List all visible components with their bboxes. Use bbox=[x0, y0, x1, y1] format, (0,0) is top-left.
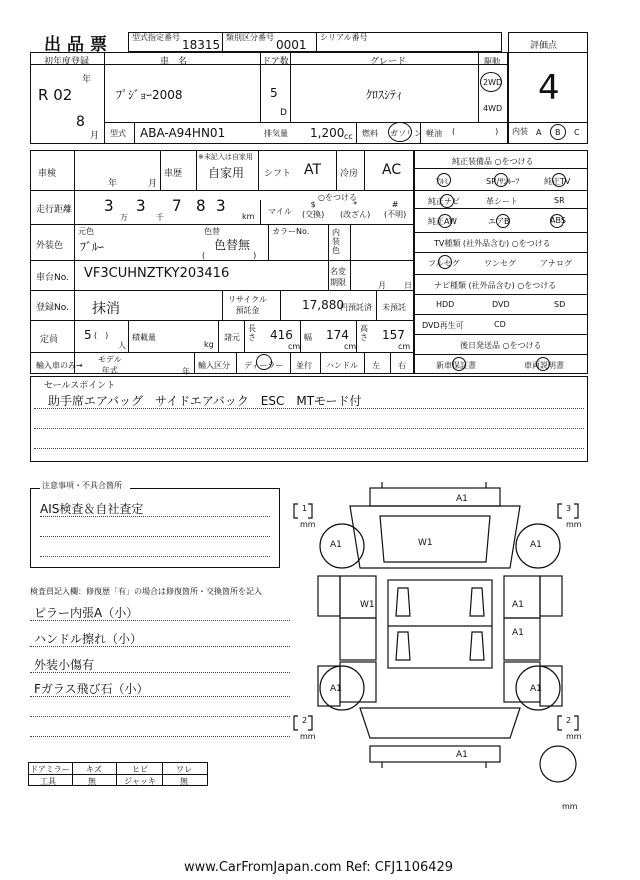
navi-dvd-play: DVD再生可 bbox=[422, 321, 464, 330]
cc-unit: cc bbox=[344, 132, 353, 141]
import-dealer: ディーラー bbox=[244, 361, 284, 370]
inspection-year: 年 bbox=[108, 179, 118, 189]
registration-value: 抹消 bbox=[92, 301, 120, 317]
load-kg: kg bbox=[204, 340, 214, 349]
width-cm: cm bbox=[344, 342, 357, 351]
usage-label: 車歴 bbox=[164, 169, 183, 179]
mileage-unknown: # (不明) bbox=[384, 200, 407, 219]
length-label: 長さ bbox=[248, 324, 256, 342]
navi-sd: SD bbox=[554, 300, 566, 309]
inspector-note-4: Fガラス飛び石（小） bbox=[34, 682, 149, 696]
tire-marker-fl: 1 bbox=[302, 504, 308, 513]
mileage-label: 走行距離 bbox=[36, 205, 73, 215]
year-unit: 年 bbox=[82, 75, 92, 85]
tire-mm-fr: mm bbox=[566, 520, 582, 529]
equip-leather: 革シート bbox=[486, 197, 518, 206]
current-color-label: 色替 bbox=[204, 227, 220, 236]
tire-mm-rr: mm bbox=[566, 732, 582, 741]
chassis-value: VF3CUHNZTKY203416 bbox=[84, 266, 230, 281]
notes-label: 注意事項・不具合箇所 bbox=[42, 481, 122, 490]
model-year-label: モデル 年式 bbox=[98, 355, 122, 375]
equip-sunroof: SR/ｻﾝﾙｰﾌ bbox=[486, 177, 520, 186]
equip-title: 純正装備品 ○をつける bbox=[452, 157, 534, 166]
recycle-deposited: 円預託済 bbox=[340, 303, 372, 312]
displacement-value: 1,200 bbox=[310, 126, 345, 140]
notes-text: AIS検査＆自社査定 bbox=[40, 502, 144, 516]
doors-suffix: D bbox=[280, 108, 287, 118]
tv-fullseg-circle bbox=[438, 255, 452, 269]
docs-manual-circle bbox=[536, 357, 550, 371]
drive-2wd: 2WD bbox=[483, 78, 503, 87]
equip-alumi: ｱﾙﾐ bbox=[436, 177, 448, 186]
mileage-digit-3: 7 bbox=[172, 196, 182, 215]
mileage-km: km bbox=[242, 212, 255, 221]
car-damage-diagram bbox=[290, 476, 590, 816]
car-name-label: 車 名 bbox=[160, 57, 188, 67]
mark-rear-bumper: A1 bbox=[456, 750, 468, 760]
month-unit: 月 bbox=[90, 131, 100, 141]
width-value: 174 bbox=[326, 328, 349, 342]
model-year-unit: 年 bbox=[182, 367, 190, 376]
load-label: 積載量 bbox=[132, 333, 156, 342]
fuel-gas: ガソリン bbox=[390, 129, 422, 138]
interior-color-label: 内装色 bbox=[332, 228, 340, 255]
height-value: 157 bbox=[382, 328, 405, 342]
equip-aw: 純正AW bbox=[428, 217, 457, 226]
tv-fullseg: フルセグ bbox=[428, 259, 460, 268]
legend-header-3: ヒビ bbox=[132, 765, 148, 774]
legend-header-1: ドアミラー bbox=[30, 765, 70, 774]
mark-fl-wheel: A1 bbox=[330, 540, 342, 550]
color-label: 外装色 bbox=[36, 241, 64, 251]
docs-warranty: 新車保証書 bbox=[436, 361, 476, 370]
tire-marker-rr: 2 bbox=[566, 716, 572, 725]
mileage-tamper: * (改ざん) bbox=[340, 200, 371, 219]
interior-grade-b-circle bbox=[550, 124, 566, 140]
recycle-amount: 17,880 bbox=[302, 298, 344, 312]
mileage-digit-2: 3 bbox=[136, 196, 146, 215]
current-color: 色替無 bbox=[214, 238, 251, 252]
ac-value: AC bbox=[382, 162, 402, 178]
mark-front-glass: W1 bbox=[418, 538, 433, 548]
tv-analog: アナログ bbox=[540, 259, 572, 268]
doors-label: ドア数 bbox=[262, 57, 289, 67]
inspection-label: 車検 bbox=[38, 169, 57, 179]
original-color-label: 元色 bbox=[78, 227, 94, 236]
sales-point-label: セールスポイント bbox=[44, 381, 116, 391]
color-paren: ( ) bbox=[202, 251, 257, 260]
color-no-label: カラーNo. bbox=[272, 227, 310, 236]
recycle-label: リサイクル 預託金 bbox=[228, 295, 267, 315]
equip-tv: 純正TV bbox=[544, 177, 571, 186]
equip-sunroof-circle bbox=[494, 173, 508, 187]
name-change-label: 名変 期限 bbox=[330, 267, 346, 287]
legend-value-1: 工具 bbox=[40, 777, 56, 786]
drive-label: 駆動 bbox=[484, 57, 500, 66]
docs-manual: 車両説明書 bbox=[524, 361, 564, 370]
tire-mm-fl: mm bbox=[300, 520, 316, 529]
equip-alumi-circle bbox=[437, 173, 451, 187]
mark-rr-wheel: A1 bbox=[530, 684, 542, 694]
registration-label: 登録No. bbox=[36, 303, 69, 313]
legend-value-4: 無 bbox=[180, 777, 188, 786]
mark-side-left: W1 bbox=[360, 600, 375, 610]
import-type-label: 輸入区分 bbox=[198, 361, 230, 370]
tire-marker-rl: 2 bbox=[302, 716, 308, 725]
car-name: ﾌﾟｼﾞｮｰ2008 bbox=[116, 88, 183, 102]
capacity-label: 定員 bbox=[40, 335, 59, 345]
grade-label: グレード bbox=[370, 57, 407, 67]
width-label: 幅 bbox=[304, 333, 312, 342]
diesel-paren: ( ) bbox=[452, 127, 499, 136]
class-label: 類別区分番号 bbox=[226, 33, 274, 42]
equip-airbag-circle bbox=[496, 214, 510, 228]
height-label: 高さ bbox=[360, 324, 368, 342]
legend-value-2: 無 bbox=[88, 777, 96, 786]
navi-cd: CD bbox=[494, 320, 506, 329]
doors-value: 5 bbox=[270, 86, 278, 100]
legend-value-3: ジャッキ bbox=[124, 777, 156, 786]
dims-label: 諸元 bbox=[224, 333, 240, 342]
equip-abs: ABS bbox=[550, 216, 566, 225]
first-reg-era: R 02 bbox=[38, 86, 73, 104]
mark-rear-right-b: A1 bbox=[512, 628, 524, 638]
legend-header-2: キズ bbox=[86, 765, 102, 774]
handle-label: ハンドル bbox=[326, 361, 358, 370]
tv-oneseg: ワンセグ bbox=[484, 259, 516, 268]
drive-4wd: 4WD bbox=[483, 104, 503, 113]
import-dealer-circle bbox=[256, 354, 272, 370]
serial-label: シリアル番号 bbox=[320, 33, 368, 42]
import-parallel: 並行 bbox=[296, 361, 312, 370]
tire-mm-spare: mm bbox=[562, 802, 578, 811]
interior-label: 内装 bbox=[512, 127, 528, 136]
ac-label: 冷房 bbox=[340, 169, 359, 179]
length-value: 416 bbox=[270, 328, 293, 342]
class-value: 0001 bbox=[276, 38, 307, 52]
interior-grade-c: C bbox=[574, 128, 580, 137]
equip-aw-circle bbox=[438, 214, 452, 228]
original-color: ﾌﾞﾙｰ bbox=[80, 240, 105, 254]
inspection-month: 月 bbox=[148, 179, 158, 189]
fuel-diesel: 軽油 bbox=[426, 129, 442, 138]
mileage-digit-1: 3 bbox=[104, 196, 114, 215]
mileage-swap: $ (交換) bbox=[302, 200, 325, 219]
handle-left: 左 bbox=[372, 361, 380, 370]
sales-point-text: 助手席エアバッグ サイドエアバック ESC MTモード付 bbox=[48, 394, 362, 408]
displacement-label: 排気量 bbox=[264, 129, 288, 138]
tire-marker-fr: 3 bbox=[566, 504, 572, 513]
first-reg-label: 初年度登録 bbox=[44, 57, 90, 67]
fuel-gas-circle bbox=[388, 122, 412, 142]
fuel-label: 燃料 bbox=[362, 129, 378, 138]
navi-hdd: HDD bbox=[436, 300, 455, 309]
footer-watermark: www.CarFromJapan.com Ref: CFJ1106429 bbox=[184, 860, 454, 875]
name-change-month: 月 bbox=[378, 281, 386, 290]
handle-right: 右 bbox=[398, 361, 406, 370]
mileage-digit-4: 8 bbox=[196, 196, 206, 215]
inspector-label: 検査員記入欄：修復歴「有」の場合は修復箇所・交換箇所を記入 bbox=[30, 587, 262, 596]
name-change-day: 日 bbox=[404, 281, 412, 290]
rating-label: 評価点 bbox=[530, 41, 558, 51]
equip-sr: SR bbox=[554, 196, 565, 205]
length-cm: cm bbox=[288, 342, 301, 351]
capacity-paren: ( ) bbox=[94, 331, 109, 340]
first-reg-month: 8 bbox=[76, 114, 85, 130]
equip-navi: 純正ナビ bbox=[428, 197, 460, 206]
capacity-value: 5 bbox=[84, 328, 92, 342]
rating-value: 4 bbox=[538, 68, 560, 108]
form-type-label: 型式指定番号 bbox=[132, 33, 180, 42]
model-label: 型式 bbox=[110, 129, 126, 138]
mark-rear-right-a: A1 bbox=[512, 600, 524, 610]
mark-rl-wheel: A1 bbox=[330, 684, 342, 694]
usage-note: ※未記入は自家用 bbox=[198, 153, 253, 161]
docs-warranty-circle bbox=[452, 357, 466, 371]
mark-fr-wheel: A1 bbox=[530, 540, 542, 550]
inspector-note-1: ピラー内張A（小） bbox=[34, 606, 139, 620]
inspector-note-2: ハンドル擦れ（小） bbox=[34, 632, 143, 646]
form-type-value: 18315 bbox=[182, 38, 221, 52]
mile-label: マイル bbox=[268, 207, 292, 216]
interior-grade-a: A bbox=[536, 128, 542, 137]
inspector-note-3: 外装小傷有 bbox=[34, 658, 95, 672]
navi-title: ナビ種類 (社外品含む) ○をつける bbox=[434, 281, 557, 290]
import-label: 輸入車のみ→ bbox=[36, 361, 83, 370]
chassis-label: 車台No. bbox=[36, 273, 69, 283]
mileage-man: 万 bbox=[120, 213, 128, 222]
mark-roof: A1 bbox=[456, 494, 468, 504]
tv-title: TV種類 (社外品含む) ○をつける bbox=[434, 239, 551, 248]
tire-mm-rl: mm bbox=[300, 732, 316, 741]
equip-navi-circle bbox=[440, 194, 454, 208]
model-value: ABA-A94HN01 bbox=[140, 126, 226, 140]
recycle-undeposited: 未預託 bbox=[382, 303, 406, 312]
mileage-digit-5: 3 bbox=[216, 196, 226, 215]
interior-grade-b: B bbox=[555, 128, 561, 137]
shift-value: AT bbox=[304, 162, 322, 178]
equip-abs-circle bbox=[550, 214, 564, 228]
shift-label: シフト bbox=[264, 169, 292, 179]
legend-header-4: ワレ bbox=[176, 765, 192, 774]
page-title: 出品票 bbox=[44, 35, 113, 55]
capacity-unit: 人 bbox=[118, 341, 126, 350]
grade-value: ｸﾛｽｼﾃｨ bbox=[366, 88, 403, 102]
equip-tv-circle bbox=[552, 173, 566, 187]
height-cm: cm bbox=[398, 342, 411, 351]
docs-title: 後日発送品 ○をつける bbox=[460, 341, 542, 350]
drive-2wd-circle bbox=[480, 72, 502, 92]
mileage-sen: 千 bbox=[156, 213, 164, 222]
usage-value: 自家用 bbox=[208, 166, 245, 180]
equip-airbag: エアB bbox=[488, 217, 510, 226]
navi-dvd: DVD bbox=[492, 300, 510, 309]
mileage-circle-hint: ○をつける bbox=[318, 193, 357, 202]
